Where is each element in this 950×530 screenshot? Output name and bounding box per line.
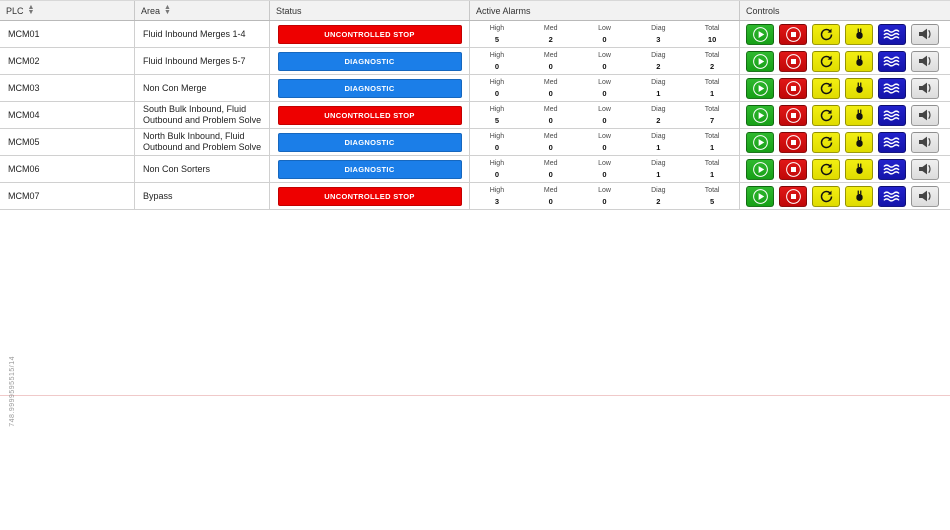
alarm-count-diag-value: 1 xyxy=(656,169,661,179)
status-badge xyxy=(278,25,462,44)
stop-button[interactable] xyxy=(779,132,807,153)
active-alarms-cell xyxy=(470,129,740,155)
stop-icon xyxy=(786,81,801,96)
status-cell xyxy=(270,183,470,209)
alarm-count-total-label: Total xyxy=(704,78,720,86)
plc-name-cell xyxy=(0,183,135,209)
start-button[interactable] xyxy=(746,78,774,99)
alarm-count-high xyxy=(470,21,524,47)
alarm-count-med-value: 0 xyxy=(548,169,553,179)
plc-name-cell xyxy=(0,102,135,128)
refresh-icon xyxy=(819,162,834,177)
alarm-count-med-label: Med xyxy=(543,186,558,194)
watermark-text: 748.9999595515/14 xyxy=(9,356,16,427)
stop-icon xyxy=(786,54,801,69)
plc-name-label: MCM03 xyxy=(8,83,40,93)
column-header-controls xyxy=(740,1,950,20)
sort-arrows-icon[interactable]: ▲ ▼ xyxy=(27,3,35,16)
start-button[interactable] xyxy=(746,186,774,207)
horn-icon xyxy=(917,81,933,95)
power-button[interactable] xyxy=(845,105,873,126)
plug-icon xyxy=(852,162,867,177)
play-icon xyxy=(753,162,768,177)
play-icon xyxy=(753,81,768,96)
active-alarms-cell xyxy=(470,183,740,209)
alarm-count-high-value: 3 xyxy=(494,196,499,206)
reset-button[interactable] xyxy=(812,186,840,207)
flow-button[interactable] xyxy=(878,78,906,99)
alarm-count-total xyxy=(685,48,739,74)
area-description-cell xyxy=(135,102,270,128)
alarm-count-diag xyxy=(631,102,685,128)
alarm-count-diag-label: Diag xyxy=(651,78,666,86)
plc-name-label: MCM02 xyxy=(8,56,40,66)
power-button[interactable] xyxy=(845,78,873,99)
area-description-cell xyxy=(135,129,270,155)
plc-name-cell xyxy=(0,75,135,101)
refresh-icon xyxy=(819,108,834,123)
alarm-count-low-label: Low xyxy=(598,105,611,113)
controls-cell xyxy=(740,156,950,182)
area-description-label: Fluid Inbound Merges 5-7 xyxy=(143,55,246,66)
status-badge-label: DIAGNOSTIC xyxy=(344,137,395,147)
column-header-plc[interactable] xyxy=(0,1,135,20)
start-button[interactable] xyxy=(746,159,774,180)
alarm-count-high-value: 0 xyxy=(494,61,499,71)
reset-button[interactable] xyxy=(812,24,840,45)
status-cell xyxy=(270,156,470,182)
alarm-count-med xyxy=(524,183,578,209)
stop-icon xyxy=(786,189,801,204)
status-badge-label: DIAGNOSTIC xyxy=(344,164,395,174)
horn-button[interactable] xyxy=(911,51,939,72)
area-description-cell xyxy=(135,21,270,47)
alarm-count-med xyxy=(524,156,578,182)
status-badge xyxy=(278,52,462,71)
active-alarms-cell xyxy=(470,21,740,47)
alarm-count-low-label: Low xyxy=(598,159,611,167)
status-cell xyxy=(270,48,470,74)
plug-icon xyxy=(852,189,867,204)
alarm-count-low-value: 0 xyxy=(602,34,607,44)
area-description-label: South Bulk Inbound, Fluid Outbound and Problem Solve xyxy=(143,104,262,125)
status-cell xyxy=(270,102,470,128)
alarm-count-low-label: Low xyxy=(598,132,611,140)
stop-button[interactable] xyxy=(779,159,807,180)
alarm-count-low xyxy=(578,48,632,74)
alarm-count-med-value: 0 xyxy=(548,115,553,125)
status-badge xyxy=(278,133,462,152)
power-button[interactable] xyxy=(845,159,873,180)
table-row[interactable] xyxy=(0,102,950,129)
status-cell xyxy=(270,75,470,101)
plc-name-label: MCM05 xyxy=(8,137,40,147)
alarm-count-med xyxy=(524,21,578,47)
column-header-plc-label: PLC xyxy=(6,5,24,16)
alarm-count-total xyxy=(685,75,739,101)
controls-cell xyxy=(740,75,950,101)
waves-icon xyxy=(883,162,902,177)
alarm-count-low xyxy=(578,156,632,182)
alarm-count-total-value: 5 xyxy=(710,196,715,206)
alarm-count-total-value: 1 xyxy=(710,169,715,179)
alarm-count-low-value: 0 xyxy=(602,196,607,206)
table-row[interactable] xyxy=(0,183,950,210)
refresh-icon xyxy=(819,135,834,150)
status-badge-label: DIAGNOSTIC xyxy=(344,56,395,66)
waves-icon xyxy=(883,135,902,150)
alarm-count-med-label: Med xyxy=(543,78,558,86)
alarm-count-high-label: High xyxy=(489,132,505,140)
alarm-count-total-label: Total xyxy=(704,159,720,167)
stop-icon xyxy=(786,108,801,123)
alarm-count-diag xyxy=(631,156,685,182)
area-description-label: North Bulk Inbound, Fluid Outbound and Problem Solve xyxy=(143,131,262,152)
alarm-count-low xyxy=(578,102,632,128)
column-header-area-label: Area xyxy=(141,5,161,16)
area-description-cell xyxy=(135,183,270,209)
table-body xyxy=(0,21,950,211)
alarm-count-diag-label: Diag xyxy=(651,24,666,32)
column-header-active-alarms xyxy=(470,1,740,20)
refresh-icon xyxy=(819,189,834,204)
alarm-count-total xyxy=(685,21,739,47)
horn-button[interactable] xyxy=(911,24,939,45)
plc-name-label: MCM06 xyxy=(8,164,40,174)
waves-icon xyxy=(883,108,902,123)
horn-icon xyxy=(917,189,933,203)
alarm-count-total-value: 7 xyxy=(710,115,715,125)
alarm-count-total-value: 1 xyxy=(710,142,715,152)
controls-cell xyxy=(740,48,950,74)
play-icon xyxy=(753,189,768,204)
alarm-count-med-label: Med xyxy=(543,51,558,59)
column-header-area[interactable] xyxy=(135,1,270,20)
alarm-count-med-value: 0 xyxy=(548,88,553,98)
active-alarms-cell xyxy=(470,156,740,182)
plc-name-label: MCM07 xyxy=(8,191,40,201)
alarm-count-low-value: 0 xyxy=(602,169,607,179)
alarm-count-high xyxy=(470,183,524,209)
alarm-count-med-label: Med xyxy=(543,105,558,113)
alarm-count-high-label: High xyxy=(489,78,505,86)
alarm-count-low-value: 0 xyxy=(602,142,607,152)
area-description-cell xyxy=(135,48,270,74)
alarm-count-high-label: High xyxy=(489,105,505,113)
alarm-count-high-value: 0 xyxy=(494,142,499,152)
alarm-count-med-value: 0 xyxy=(548,61,553,71)
waves-icon xyxy=(883,54,902,69)
alarm-count-low-label: Low xyxy=(598,51,611,59)
power-button[interactable] xyxy=(845,132,873,153)
alarm-count-med-value: 0 xyxy=(548,142,553,152)
horn-button[interactable] xyxy=(911,105,939,126)
refresh-icon xyxy=(819,27,834,42)
stop-icon xyxy=(786,135,801,150)
alarm-count-med-value: 2 xyxy=(548,34,553,44)
horn-icon xyxy=(917,135,933,149)
horn-icon xyxy=(917,54,933,68)
alarm-count-total xyxy=(685,102,739,128)
table-header xyxy=(0,0,950,21)
play-icon xyxy=(753,27,768,42)
area-description-cell xyxy=(135,75,270,101)
status-badge-label: UNCONTROLLED STOP xyxy=(324,191,415,201)
plug-icon xyxy=(852,27,867,42)
horn-icon xyxy=(917,27,933,41)
column-header-controls-label: Controls xyxy=(746,5,780,16)
alarm-count-diag-value: 2 xyxy=(656,115,661,125)
alarm-count-high-label: High xyxy=(489,159,505,167)
area-description-label: Fluid Inbound Merges 1-4 xyxy=(143,28,246,39)
alarm-count-high-value: 0 xyxy=(494,88,499,98)
alarm-count-total-label: Total xyxy=(704,186,720,194)
empty-canvas-area xyxy=(0,210,950,530)
plug-icon xyxy=(852,54,867,69)
alarm-count-med xyxy=(524,48,578,74)
alarm-count-diag-value: 1 xyxy=(656,142,661,152)
alarm-count-low-label: Low xyxy=(598,24,611,32)
alarm-count-med-label: Med xyxy=(543,24,558,32)
horn-button[interactable] xyxy=(911,159,939,180)
play-icon xyxy=(753,135,768,150)
reset-button[interactable] xyxy=(812,51,840,72)
alarm-count-med-label: Med xyxy=(543,132,558,140)
alarm-count-total xyxy=(685,129,739,155)
active-alarms-cell xyxy=(470,75,740,101)
alarm-count-diag xyxy=(631,75,685,101)
horn-icon xyxy=(917,162,933,176)
table-row[interactable] xyxy=(0,48,950,75)
plug-icon xyxy=(852,81,867,96)
alarm-count-total-label: Total xyxy=(704,24,720,32)
plc-name-cell xyxy=(0,21,135,47)
alarm-count-med-value: 0 xyxy=(548,196,553,206)
refresh-icon xyxy=(819,81,834,96)
area-description-label: Non Con Sorters xyxy=(143,163,211,174)
power-button[interactable] xyxy=(845,186,873,207)
alarm-count-low-value: 0 xyxy=(602,61,607,71)
alarm-count-low xyxy=(578,183,632,209)
alarm-count-diag-label: Diag xyxy=(651,51,666,59)
alarm-count-diag-value: 1 xyxy=(656,88,661,98)
status-badge xyxy=(278,106,462,125)
alarm-count-med-label: Med xyxy=(543,159,558,167)
horn-button[interactable] xyxy=(911,78,939,99)
start-button[interactable] xyxy=(746,51,774,72)
area-description-label: Non Con Merge xyxy=(143,82,207,93)
alarm-count-diag-value: 2 xyxy=(656,196,661,206)
alarm-count-diag xyxy=(631,21,685,47)
status-badge-label: UNCONTROLLED STOP xyxy=(324,29,415,39)
flow-button[interactable] xyxy=(878,51,906,72)
column-header-status xyxy=(270,1,470,20)
reset-button[interactable] xyxy=(812,78,840,99)
sort-arrows-icon[interactable]: ▲ ▼ xyxy=(164,3,171,16)
stop-button[interactable] xyxy=(779,78,807,99)
alarm-count-high-label: High xyxy=(489,51,505,59)
alarm-count-low-value: 0 xyxy=(602,115,607,125)
table-row[interactable] xyxy=(0,21,950,48)
controls-cell xyxy=(740,102,950,128)
alarm-count-total xyxy=(685,156,739,182)
alarm-count-high xyxy=(470,129,524,155)
table-row[interactable] xyxy=(0,129,950,156)
flow-button[interactable] xyxy=(878,186,906,207)
controls-cell xyxy=(740,183,950,209)
status-badge-label: DIAGNOSTIC xyxy=(344,83,395,93)
alarm-count-diag xyxy=(631,48,685,74)
plug-icon xyxy=(852,135,867,150)
stop-button[interactable] xyxy=(779,24,807,45)
alarm-count-total-value: 10 xyxy=(707,34,717,44)
horn-button[interactable] xyxy=(911,186,939,207)
status-badge xyxy=(278,160,462,179)
status-cell xyxy=(270,129,470,155)
plc-name-cell xyxy=(0,48,135,74)
alarm-count-total xyxy=(685,183,739,209)
table-row[interactable] xyxy=(0,156,950,183)
status-badge-label: UNCONTROLLED STOP xyxy=(324,110,415,120)
table-row[interactable] xyxy=(0,75,950,102)
alarm-count-high-value: 5 xyxy=(494,34,499,44)
plc-name-cell xyxy=(0,129,135,155)
alarm-count-high xyxy=(470,156,524,182)
alarm-count-diag xyxy=(631,129,685,155)
alarm-count-high xyxy=(470,75,524,101)
power-button[interactable] xyxy=(845,51,873,72)
flow-button[interactable] xyxy=(878,105,906,126)
alarm-count-high-label: High xyxy=(489,24,505,32)
alarm-count-high-value: 0 xyxy=(494,169,499,179)
alarm-count-low xyxy=(578,129,632,155)
waves-icon xyxy=(883,189,902,204)
alarm-count-diag-value: 3 xyxy=(656,34,661,44)
column-header-active-alarms-label: Active Alarms xyxy=(476,5,531,16)
alarm-count-diag-label: Diag xyxy=(651,105,666,113)
alarm-count-med xyxy=(524,129,578,155)
alarm-count-high-label: High xyxy=(489,186,505,194)
plug-icon xyxy=(852,108,867,123)
alarm-count-diag-label: Diag xyxy=(651,159,666,167)
alarm-count-total-label: Total xyxy=(704,132,720,140)
flow-button[interactable] xyxy=(878,132,906,153)
plc-name-label: MCM01 xyxy=(8,29,40,39)
reset-button[interactable] xyxy=(812,132,840,153)
alarm-count-med xyxy=(524,75,578,101)
controls-cell xyxy=(740,21,950,47)
alarm-count-high xyxy=(470,102,524,128)
start-button[interactable] xyxy=(746,24,774,45)
alarm-count-total-label: Total xyxy=(704,105,720,113)
horn-button[interactable] xyxy=(911,132,939,153)
waves-icon xyxy=(883,81,902,96)
reset-button[interactable] xyxy=(812,105,840,126)
alarm-count-low xyxy=(578,75,632,101)
reset-button[interactable] xyxy=(812,159,840,180)
active-alarms-cell xyxy=(470,102,740,128)
play-icon xyxy=(753,108,768,123)
plc-name-label: MCM04 xyxy=(8,110,40,120)
alarm-count-low-label: Low xyxy=(598,78,611,86)
status-cell xyxy=(270,21,470,47)
flow-button[interactable] xyxy=(878,24,906,45)
status-badge xyxy=(278,79,462,98)
alarm-count-diag xyxy=(631,183,685,209)
flow-button[interactable] xyxy=(878,159,906,180)
play-icon xyxy=(753,54,768,69)
alarm-count-low xyxy=(578,21,632,47)
stop-icon xyxy=(786,27,801,42)
active-alarms-cell xyxy=(470,48,740,74)
power-button[interactable] xyxy=(845,24,873,45)
alarm-count-diag-value: 2 xyxy=(656,61,661,71)
stop-icon xyxy=(786,162,801,177)
stop-button[interactable] xyxy=(779,105,807,126)
alarm-count-total-value: 1 xyxy=(710,88,715,98)
refresh-icon xyxy=(819,54,834,69)
area-description-label: Bypass xyxy=(143,190,173,201)
plc-name-cell xyxy=(0,156,135,182)
alarm-count-high-value: 5 xyxy=(494,115,499,125)
alarm-count-total-value: 2 xyxy=(710,61,715,71)
column-header-status-label: Status xyxy=(276,5,302,16)
status-badge xyxy=(278,187,462,206)
alarm-count-low-label: Low xyxy=(598,186,611,194)
stop-button[interactable] xyxy=(779,186,807,207)
start-button[interactable] xyxy=(746,105,774,126)
alarm-count-med xyxy=(524,102,578,128)
alarm-count-high xyxy=(470,48,524,74)
alarm-count-total-label: Total xyxy=(704,51,720,59)
start-button[interactable] xyxy=(746,132,774,153)
alarm-count-diag-label: Diag xyxy=(651,132,666,140)
horn-icon xyxy=(917,108,933,122)
area-description-cell xyxy=(135,156,270,182)
alarm-count-diag-label: Diag xyxy=(651,186,666,194)
waves-icon xyxy=(883,27,902,42)
divider-line xyxy=(0,395,950,396)
stop-button[interactable] xyxy=(779,51,807,72)
controls-cell xyxy=(740,129,950,155)
alarm-count-low-value: 0 xyxy=(602,88,607,98)
